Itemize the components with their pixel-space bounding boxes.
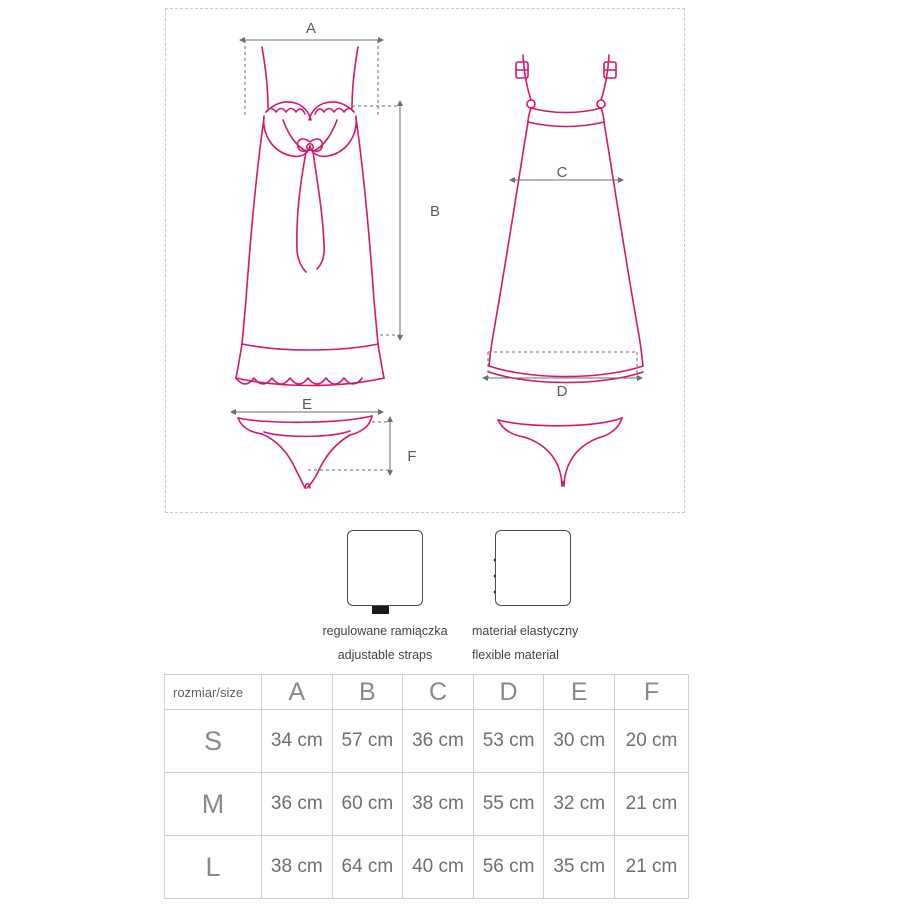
row-size-l: L [165,836,262,899]
cell-s-d: 53 cm [473,710,544,773]
cell-s-f: 20 cm [615,710,689,773]
table-row [165,710,689,773]
feature-flexible-material [468,530,598,668]
cell-m-c: 38 cm [403,773,474,836]
header-col-b: B [332,675,403,710]
table-header-row [165,675,689,710]
cell-s-a: 34 cm [262,710,333,773]
row-size-m: M [165,773,262,836]
feature-caption-en: flexible material [472,647,559,662]
feature-caption [320,620,450,668]
cell-l-f: 21 cm [615,836,689,899]
feature-caption-pl: materiał elastyczny [472,624,579,638]
header-col-f: F [615,675,689,710]
feature-list [320,530,600,665]
cell-m-f: 21 cm [615,773,689,836]
flexible-material-icon [495,530,571,606]
header-col-c: C [403,675,474,710]
cell-l-c: 40 cm [403,836,474,899]
cell-l-d: 56 cm [473,836,544,899]
dimension-label-c: C [556,164,568,181]
row-size-s: S [165,710,262,773]
cell-m-e: 32 cm [544,773,615,836]
cell-l-a: 38 cm [262,836,333,899]
dimension-label-d: D [556,383,568,400]
dimension-label-b: B [429,203,441,220]
diagram-panel [165,8,685,513]
cell-m-b: 60 cm [332,773,403,836]
feature-adjustable-straps [320,530,450,668]
feature-caption-pl: regulowane ramiączka [322,624,448,638]
cell-m-a: 36 cm [262,773,333,836]
header-col-a: A [262,675,333,710]
cell-s-c: 36 cm [403,710,474,773]
header-col-e: E [544,675,615,710]
cell-l-e: 35 cm [544,836,615,899]
header-col-d: D [473,675,544,710]
cell-m-d: 55 cm [473,773,544,836]
size-table [164,674,689,899]
dimension-label-a: A [305,20,317,37]
cell-l-b: 64 cm [332,836,403,899]
feature-caption [468,620,598,668]
adjustable-strap-icon [347,530,423,606]
dimension-label-f: F [407,448,417,465]
feature-caption-en: adjustable straps [337,647,433,662]
table-row [165,836,689,899]
table-row [165,773,689,836]
cell-s-e: 30 cm [544,710,615,773]
header-size-label: rozmiar/size [165,675,262,710]
dimension-label-e: E [301,396,313,413]
cell-s-b: 57 cm [332,710,403,773]
